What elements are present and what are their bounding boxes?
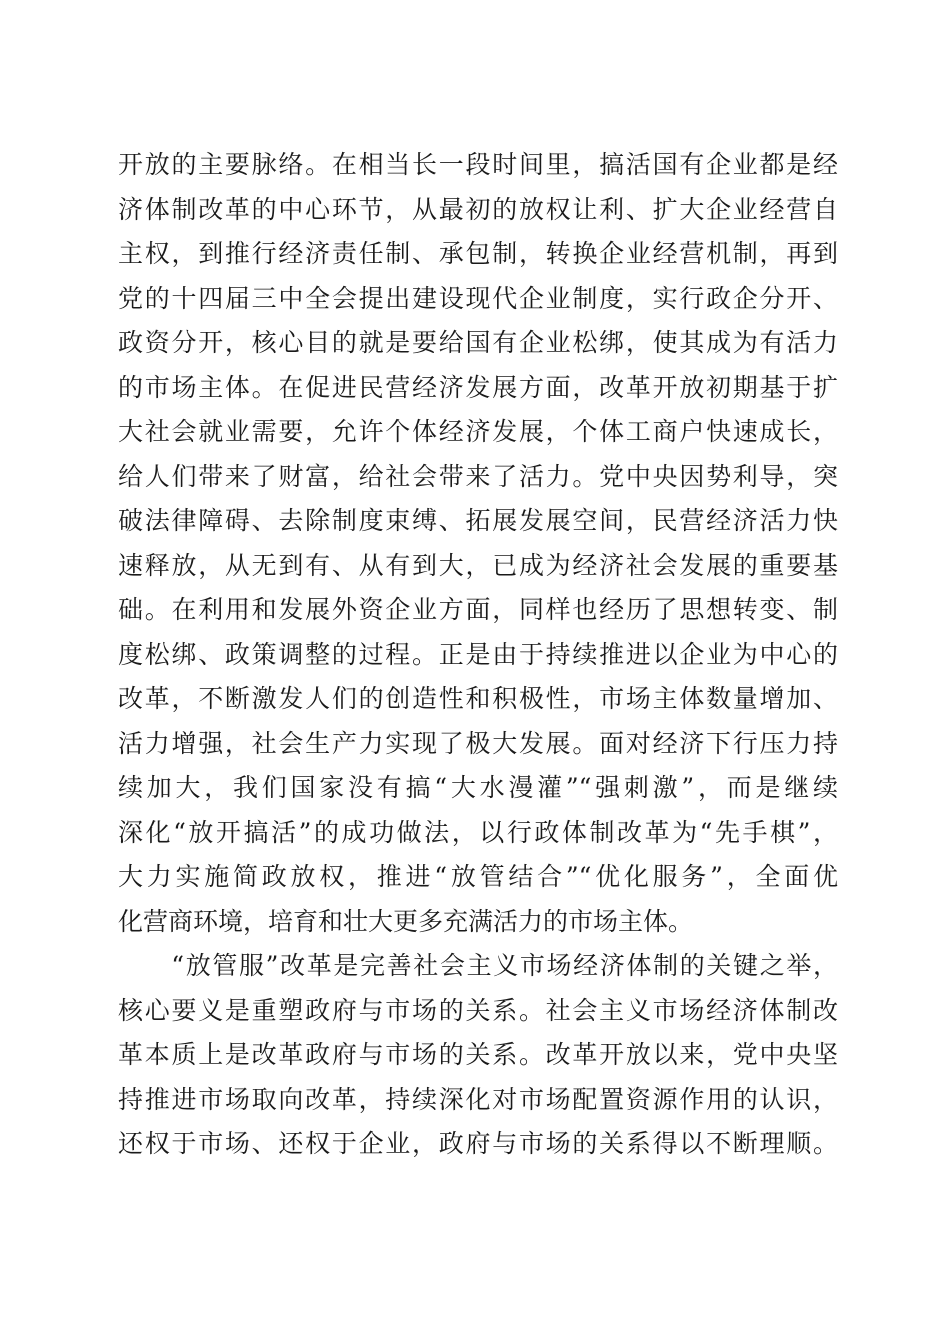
text-line: 政资分开，核心目的就是要给国有企业松绑，使其成为有活力 <box>118 328 838 357</box>
text-line: 的市场主体。在促进民营经济发展方面，改革开放初期基于扩 <box>118 372 838 402</box>
text-line: 破法律障碍、去除制度束缚、拓展发展空间，民营经济活力快 <box>118 506 838 535</box>
text-line: 党的十四届三中全会提出建设现代企业制度，实行政企分开、 <box>118 283 838 313</box>
text-line: 核心要义是重塑政府与市场的关系。社会主义市场经济体制改 <box>118 995 838 1025</box>
text-line: 化营商环境，培育和壮大更多充满活力的市场主体。 <box>118 906 694 936</box>
text-line: 改革，不断激发人们的创造性和积极性，市场主体数量增加、 <box>118 684 838 713</box>
text-line: 续加大，我们国家没有搞“大水漫灌”“强刺激”，而是继续 <box>118 773 838 802</box>
paragraph-1 <box>118 143 838 944</box>
text-line: “放管服”改革是完善社会主义市场经济体制的关键之举， <box>118 951 838 980</box>
text-line: 深化“放开搞活”的成功做法，以行政体制改革为“先手棋”， <box>118 817 838 847</box>
text-line: 开放的主要脉络。在相当长一段时间里，搞活国有企业都是经 <box>118 150 838 179</box>
body-text <box>118 143 838 1167</box>
text-line: 大社会就业需要，允许个体经济发展，个体工商户快速成长， <box>118 417 838 446</box>
text-line: 速释放，从无到有、从有到大，已成为经济社会发展的重要基 <box>118 550 838 580</box>
text-line: 主权，到推行经济责任制、承包制，转换企业经营机制，再到 <box>118 239 838 268</box>
text-line: 度松绑、政策调整的过程。正是由于持续推进以企业为中心的 <box>118 639 838 669</box>
text-line: 给人们带来了财富，给社会带来了活力。党中央因势利导，突 <box>118 461 838 491</box>
text-line: 革本质上是改革政府与市场的关系。改革开放以来，党中央坚 <box>118 1040 838 1069</box>
text-line: 持推进市场取向改革，持续深化对市场配置资源作用的认识， <box>118 1084 838 1114</box>
text-line: 还权于市场、还权于企业，政府与市场的关系得以不断理顺。 <box>118 1129 838 1158</box>
text-line: 础。在利用和发展外资企业方面，同样也经历了思想转变、制 <box>118 595 838 624</box>
text-line: 济体制改革的中心环节，从最初的放权让利、扩大企业经营自 <box>118 194 838 224</box>
text-line: 活力增强，社会生产力实现了极大发展。面对经济下行压力持 <box>118 728 838 758</box>
text-line: 大力实施简政放权，推进“放管结合”“优化服务”，全面优 <box>118 862 838 891</box>
paragraph-2 <box>118 944 838 1167</box>
